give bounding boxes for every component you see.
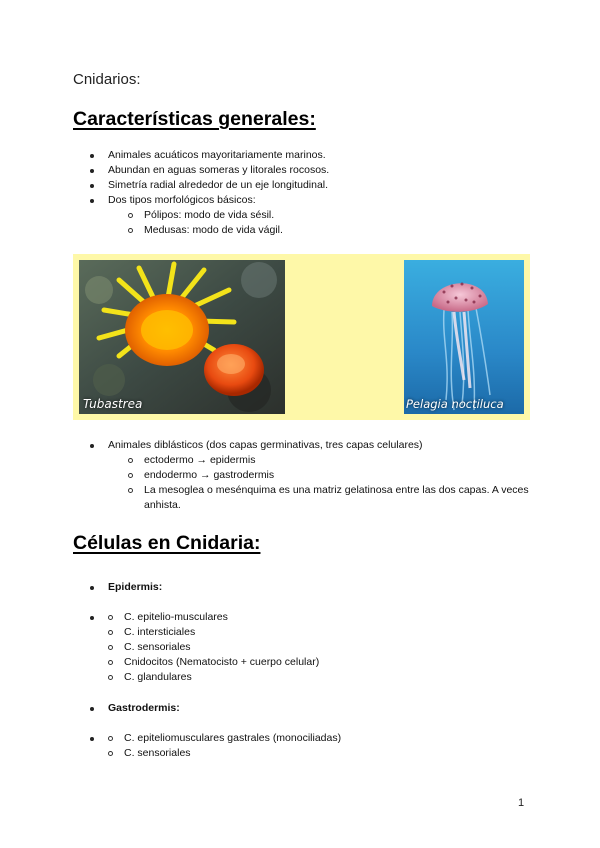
sublist-item: C. intersticiales	[88, 625, 543, 640]
gastrodermis-sublist-wrap	[88, 731, 543, 761]
sublist-item: C. sensoriales	[88, 640, 543, 655]
image-band	[73, 254, 530, 420]
list-item	[88, 580, 543, 595]
pelagia-caption: Pelagia noctiluca	[406, 397, 504, 411]
list-item	[88, 193, 543, 238]
epidermis-sublist-wrap	[88, 610, 543, 685]
list-item	[88, 610, 543, 685]
section-heading-celulas: Células en Cnidaria:	[73, 532, 261, 554]
sublist-item: endodermo → gastrodermis	[108, 468, 543, 483]
sublist-item: La mesoglea o mesénquima es una matriz gelatinosa entre las dos capas. A veces anhista.	[108, 483, 543, 513]
sublist-item: Pólipos: modo de vida sésil.	[108, 208, 543, 223]
diblastic-list	[88, 438, 543, 513]
sublist-item: Medusas: modo de vida vágil.	[108, 223, 543, 238]
characteristics-list	[88, 148, 543, 238]
sublist-item: Cnidocitos (Nematocisto + cuerpo celular)	[88, 655, 543, 670]
sublist-item: C. glandulares	[88, 670, 543, 685]
gastrodermis-sublist	[88, 731, 543, 761]
list-item: Animales acuáticos mayoritariamente marinos.	[88, 148, 543, 163]
gastrodermis-label: Gastrodermis:	[108, 702, 180, 714]
sublist-item: C. sensoriales	[88, 746, 543, 761]
epidermis-sublist	[88, 610, 543, 685]
sublist-item: C. epitelio-musculares	[88, 610, 543, 625]
list-item	[88, 438, 543, 513]
section-heading-caracteristicas: Características generales:	[73, 108, 316, 130]
list-item: Abundan en aguas someras y litorales rocosos.	[88, 163, 543, 178]
list-item	[88, 731, 543, 761]
list-item: Simetría radial alrededor de un eje longitudinal.	[88, 178, 543, 193]
pelagia-photo	[404, 260, 524, 414]
document-title: Cnidarios:	[73, 71, 141, 88]
page-number: 1	[518, 797, 525, 809]
list-item	[88, 701, 543, 716]
epidermis-list	[88, 580, 543, 595]
jellyfish-illustration	[404, 260, 524, 414]
tubastrea-photo	[79, 260, 285, 414]
list-item-text: Dos tipos morfológicos básicos:	[108, 194, 256, 206]
morphology-sublist	[108, 208, 543, 238]
epidermis-label: Epidermis:	[108, 581, 163, 593]
tubastrea-caption: Tubastrea	[83, 397, 143, 411]
list-item-text: Animales diblásticos (dos capas germinativas, tres capas celulares)	[108, 439, 423, 451]
sublist-item: C. epiteliomusculares gastrales (monociliadas)	[88, 731, 543, 746]
gastrodermis-list	[88, 701, 543, 716]
layers-sublist	[108, 453, 543, 513]
coral-illustration	[79, 260, 285, 414]
sublist-item: ectodermo → epidermis	[108, 453, 543, 468]
